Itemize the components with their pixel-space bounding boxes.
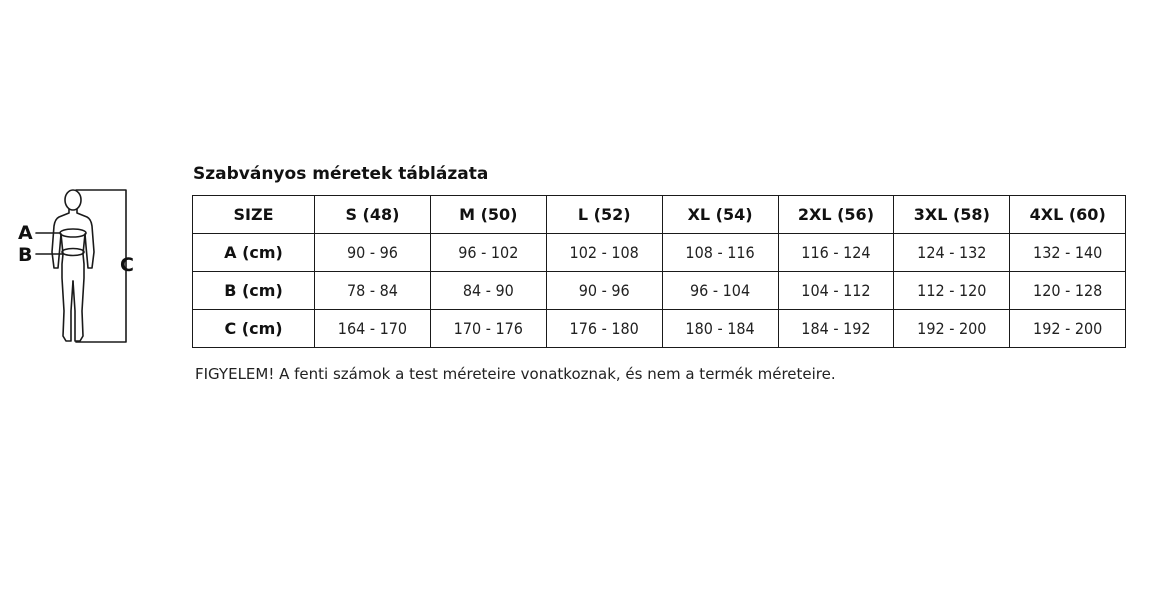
label-c: C [120, 254, 134, 276]
corner-header: SIZE [193, 196, 315, 234]
table-cell: 164 - 170 [315, 310, 431, 348]
size-table [192, 195, 1126, 348]
table-cell: 102 - 108 [546, 234, 662, 272]
table-row [193, 272, 1126, 310]
row-label: A (cm) [193, 234, 315, 272]
table-cell: 192 - 200 [1010, 310, 1126, 348]
label-b: B [18, 244, 33, 266]
size-header: L (52) [546, 196, 662, 234]
table-cell: 96 - 104 [662, 272, 778, 310]
size-header: 4XL (60) [1010, 196, 1126, 234]
table-cell: 108 - 116 [662, 234, 778, 272]
size-header: S (48) [315, 196, 431, 234]
table-cell: 104 - 112 [778, 272, 894, 310]
row-label: C (cm) [193, 310, 315, 348]
table-row [193, 310, 1126, 348]
table-cell: 170 - 176 [430, 310, 546, 348]
table-cell: 192 - 200 [894, 310, 1010, 348]
body-measurement-figure [14, 186, 144, 352]
table-cell: 90 - 96 [546, 272, 662, 310]
table-cell: 90 - 96 [315, 234, 431, 272]
table-cell: 96 - 102 [430, 234, 546, 272]
table-cell: 124 - 132 [894, 234, 1010, 272]
label-a: A [18, 222, 33, 244]
table-cell: 84 - 90 [430, 272, 546, 310]
table-cell: 176 - 180 [546, 310, 662, 348]
size-header: M (50) [430, 196, 546, 234]
size-header: 3XL (58) [894, 196, 1010, 234]
warning-note: FIGYELEM! A fenti számok a test méreteire vonatkoznak, és nem a termék méreteire. [195, 365, 836, 383]
table-cell: 78 - 84 [315, 272, 431, 310]
table-cell: 120 - 128 [1010, 272, 1126, 310]
row-label: B (cm) [193, 272, 315, 310]
header-row [193, 196, 1126, 234]
table-cell: 112 - 120 [894, 272, 1010, 310]
size-header: 2XL (56) [778, 196, 894, 234]
table-cell: 116 - 124 [778, 234, 894, 272]
size-header: XL (54) [662, 196, 778, 234]
table-cell: 184 - 192 [778, 310, 894, 348]
table-cell: 180 - 184 [662, 310, 778, 348]
table-row [193, 234, 1126, 272]
table-cell: 132 - 140 [1010, 234, 1126, 272]
table-title: Szabványos méretek táblázata [193, 164, 489, 184]
